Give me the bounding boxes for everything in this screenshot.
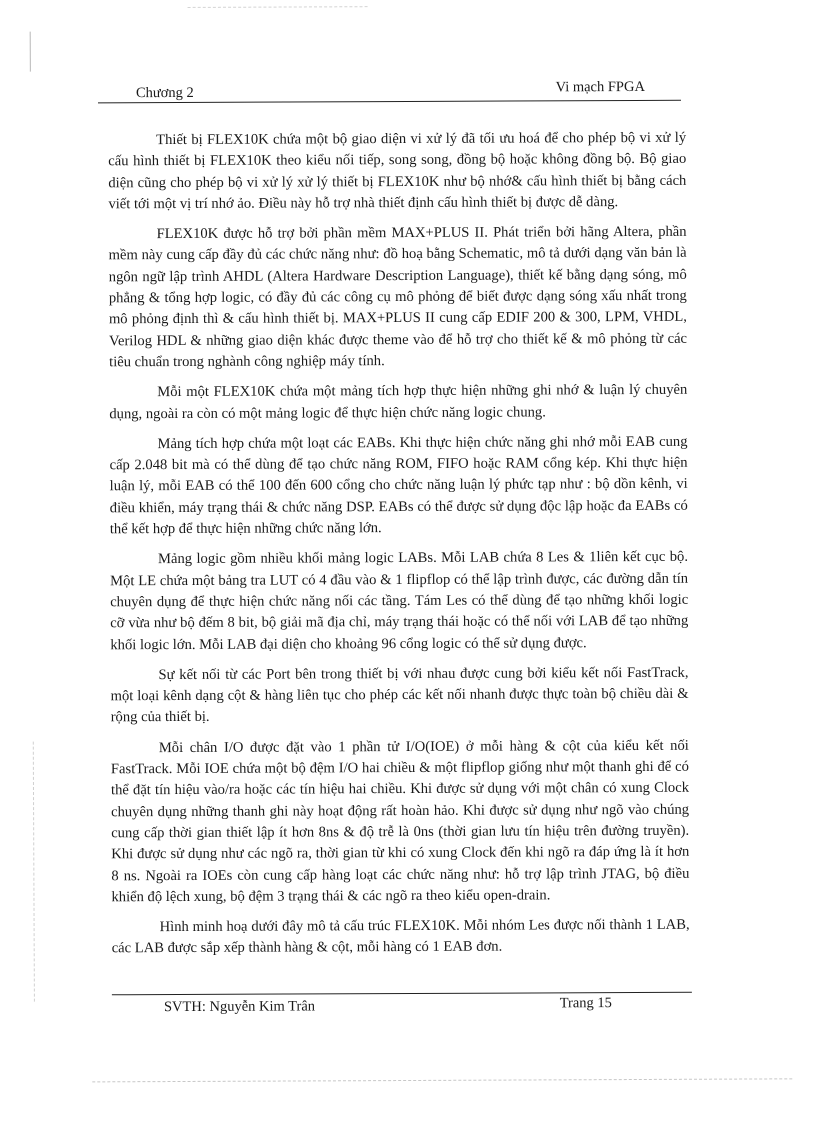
paragraph-interface: Thiết bị FLEX10K chứa một bộ giao diện vi xử lý đã tối ưu hoá để cho phép bộ vi xử lý cấu hình thiết bị FLEX10K theo kiểu nối tiếp, song song, đồng bộ hoặc không đồng bộ. Bộ giao diện cũng cho phép bộ vi xử lý xử lý thiết bị FLEX10K như bộ nhớ& cấu hình thiết bị bằng cách viết tới một vị trí nhớ ảo. Điều này hỗ trợ nhà thiết định cấu hình thiết bị được dễ dàng. [108,129,687,213]
paragraph-arrays: Mỗi một FLEX10K chứa một mảng tích hợp thực hiện những ghi nhớ & luận lý chuyên dụng, ngoài ra còn có một mảng logic để thực hiện chức năng logic chung. [109,382,688,422]
body-text [108,128,690,964]
chapter-label: Chương 2 [135,84,194,102]
paragraph-software: FLEX10K được hỗ trợ bởi phần mềm MAX+PLUS II. Phát triển bởi hãng Altera, phần mềm này cung cấp đầy đủ các chức năng như: đồ hoạ bằng Schematic, mô tả dưới dạng văn bản là ngôn ngữ lập trình AHDL (Altera Hardware Description Language), thiết kế bằng dạng sóng, mô phẳng & tổng hợp logic, có đầy đủ các công cụ mô phỏng để biết được dạng sóng xấu nhất trong mô phỏng định thì & cấu hình thiết bị. MAX+PLUS II cung cấp EDIF 200 & 300, LPM, VHDL, Verilog HDL & những giao diện khác được theme vào để hỗ trợ cho thiết kế & mô phỏng từ các tiêu chuẩn trong nghành công nghiệp máy tính. [108,223,688,371]
paragraph-ioe: Mỗi chân I/O được đặt vào 1 phần tử I/O(IOE) ở mỗi hàng & cột của kiểu kết nối FastTrack. Mỗi IOE chứa một bộ đệm I/O hai chiều & một flipflop giống như một thanh ghi để có thể đặt tín hiệu vào/ra hoặc các tín hiệu hai chiều. Khi được sử dụng với một chân có xung Clock chuyên dụng những thanh ghi này hoạt động rất hoàn hảo. Khi được sử dụng như ngõ vào chúng cung cấp thời gian thiết lập ít hơn 8ns & độ trễ là 0ns (thời gian lưu tín hiệu trên đường truyền). Khi được sử dụng như các ngõ ra, thời gian từ khi có xung Clock đến khi ngõ ra đáp ứng là ít hơn 8 ns. Ngoài ra IOEs còn cung cấp hàng loạt các chức năng như: hỗ trợ lập trình JTAG, bộ điều khiển độ lệch xung, bộ đệm 3 trạng thái & các ngõ ra theo kiểu open-drain. [110,737,690,906]
header-title: Vi mạch FPGA [555,78,645,96]
scan-artifact-top [188,6,368,8]
author-label: SVTH: Nguyễn Kim Trân [163,998,316,1016]
paragraph-figure-intro: Hình minh hoạ dưới đây mô tả cấu trúc FLEX10K. Mỗi nhóm Les được nối thành 1 LAB, các LAB được sắp xếp thành hàng & cột, mỗi hàng có 1 EAB đơn. [111,916,690,957]
page-number: Trang 15 [559,995,612,1012]
scan-artifact-left-lower [33,742,35,1002]
scan-artifact-bottom [92,1078,792,1082]
paragraph-fasttrack: Sự kết nối từ các Port bên trong thiết bị với nhau được cung bởi kiểu kết nối FastTrack, một loại kênh dạng cột & hàng liên tục cho phép các kết nối nhanh được thực toàn bộ chiều dài & rộng của thiết bị. [110,664,689,726]
scan-artifact-left [30,32,31,72]
page-footer [112,995,692,1022]
paragraph-eab: Mảng tích hợp chứa một loạt các EABs. Khi thực hiện chức năng ghi nhớ mỗi EAB cung cấp 2.048 bit mà có thể dùng để tạo chức năng ROM, FIFO hoặc RAM cổng kép. Khi thực hiện luận lý, mỗi EAB có thể 100 đến 600 cổng cho chức năng luận lý phức tạp như : bộ dồn kênh, vi điều khiển, máy trạng thái & chức năng DSP. EABs có thể được sử dụng độc lập hoặc đa EABs có thể kết hợp để thực hiện những chức năng lớn. [109,433,688,538]
paragraph-lab: Mảng logic gồm nhiều khối mảng logic LABs. Mỗi LAB chứa 8 Les & 1liên kết cục bộ. Một LE chứa một bảng tra LUT có 4 đầu vào & 1 flipflop có thể lập trình được, các đường dẫn tín chuyên dụng để thực hiện chức năng nối các tầng. Tám Les có thể dùng để tạo những khối logic cỡ vừa như bộ đếm 8 bit, bộ giải mã địa chỉ, máy trạng thái hoặc có thể nối với LAB để tạo những khối logic lớn. Mỗi LAB đại diện cho khoảng 96 cổng logic có thể sử dụng được. [110,549,689,653]
